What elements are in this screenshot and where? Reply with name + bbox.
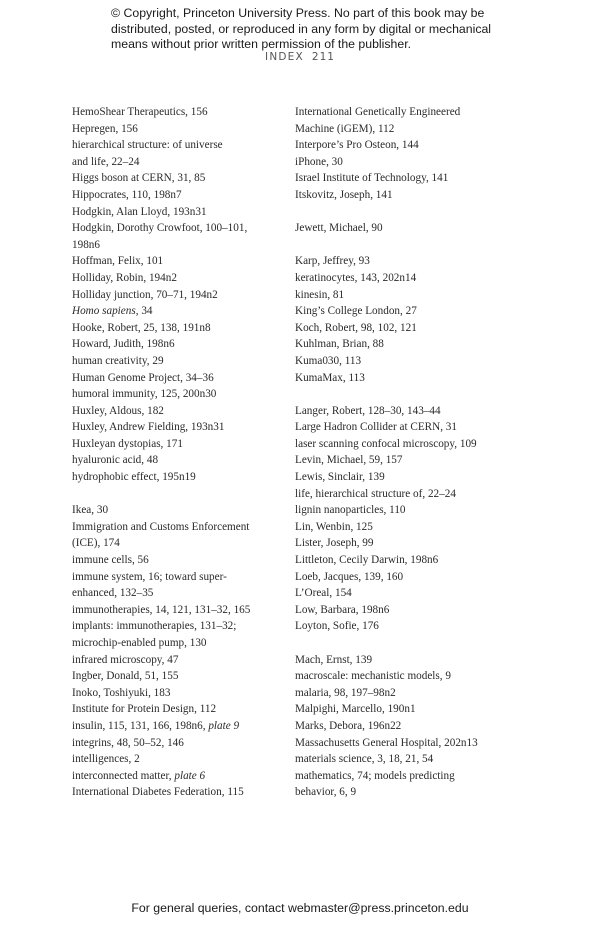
- index-entry: [72, 436, 277, 453]
- index-entry: [72, 751, 277, 768]
- index-entry-text: materials science, 3, 18, 21, 54: [295, 753, 434, 766]
- index-entry-text: Hodgkin, Dorothy Crowfoot, 100–101,: [72, 222, 248, 235]
- index-entry: [295, 535, 510, 552]
- index-entry: [295, 486, 510, 503]
- index-entry-text: Loyton, Sofie, 176: [295, 620, 379, 633]
- index-entry-text: International Diabetes Federation, 115: [72, 786, 244, 799]
- index-entry-text: International Genetically Engineered: [295, 106, 461, 118]
- index-entry: [72, 104, 277, 121]
- index-entry: [72, 452, 277, 469]
- index-entry: [72, 768, 277, 785]
- index-entry-text: life, hierarchical structure of, 22–24: [295, 487, 456, 500]
- letter-group-gap: [295, 204, 510, 221]
- index-entry-text: Koch, Robert, 98, 102, 121: [295, 321, 417, 334]
- index-entry: [72, 270, 277, 287]
- index-entry: [72, 652, 277, 669]
- index-entry: [295, 735, 510, 752]
- index-entry: [295, 220, 510, 237]
- index-entry: [72, 204, 277, 221]
- index-entry-text: infrared microscopy, 47: [72, 653, 179, 666]
- index-entry: [72, 137, 277, 170]
- index-entry: [295, 353, 510, 370]
- index-entry: [295, 170, 510, 187]
- index-entry-text: hydrophobic effect, 195n19: [72, 471, 196, 484]
- index-entry-term-italic: Homo sapiens: [72, 305, 136, 318]
- index-entry: [295, 585, 510, 602]
- index-entry-text: Marks, Debora, 196n22: [295, 719, 402, 732]
- index-entry-text: Huxley, Andrew Fielding, 193n31: [72, 421, 225, 434]
- index-entry-text: Kuma030, 113: [295, 354, 362, 367]
- letter-group-gap: [72, 486, 277, 503]
- index-entry-text: Karp, Jeffrey, 93: [295, 255, 370, 268]
- index-entry: [72, 253, 277, 270]
- index-entry-text: kinesin, 81: [295, 288, 345, 301]
- index-entry: [72, 320, 277, 337]
- index-entry: [72, 386, 277, 403]
- index-entry: [295, 668, 510, 685]
- index-entry-text: iPhone, 30: [295, 155, 343, 168]
- index-entry-text: Kuhlman, Brian, 88: [295, 338, 384, 351]
- index-entry-continuation: enhanced, 132–35: [72, 587, 154, 600]
- index-entry: [72, 718, 277, 735]
- index-entry-text: Jewett, Michael, 90: [295, 222, 383, 235]
- index-entry-text: macroscale: mechanistic models, 9: [295, 670, 451, 683]
- index-entry-continuation: microchip-enabled pump, 130: [72, 637, 207, 649]
- index-entry-text: malaria, 98, 197–98n2: [295, 686, 396, 699]
- index-entry-text: Israel Institute of Technology, 141: [295, 172, 449, 185]
- index-entry-plate-ref: plate 9: [208, 719, 240, 732]
- copyright-line: © Copyright, Princeton University Press. No part of this book may be: [111, 6, 485, 20]
- index-entry-text: Loeb, Jacques, 139, 160: [295, 570, 404, 583]
- index-entry: [295, 154, 510, 171]
- running-head: [0, 51, 600, 63]
- index-entry-text: hierarchical structure: of universe: [72, 139, 223, 152]
- index-entry-text: Higgs boson at CERN, 31, 85: [72, 172, 206, 185]
- index-entry: [295, 602, 510, 619]
- index-entry-text: Institute for Protein Design, 112: [72, 703, 217, 716]
- index-entry: [295, 552, 510, 569]
- index-entry-text: Immigration and Customs Enforcement: [72, 520, 250, 533]
- index-entry-continuation: behavior, 6, 9: [295, 786, 357, 799]
- index-entry-text: Holliday junction, 70–71, 194n2: [72, 288, 218, 301]
- index-entry-text: immune system, 16; toward super-: [72, 570, 227, 583]
- index-entry-text: Levin, Michael, 59, 157: [295, 454, 403, 467]
- index-entry-text: Itskovitz, Joseph, 141: [295, 188, 393, 201]
- index-entry-text: intelligences, 2: [72, 753, 140, 766]
- index-entry: [72, 701, 277, 718]
- index-entry-text: HemoShear Therapeutics, 156: [72, 106, 208, 118]
- index-entry-text: L’Oreal, 154: [295, 587, 352, 600]
- index-entry-text: Howard, Judith, 198n6: [72, 338, 175, 351]
- index-entry-continuation: 198n6: [72, 238, 100, 251]
- index-entry-text: Huxley, Aldous, 182: [72, 404, 164, 417]
- letter-group-gap: [295, 237, 510, 254]
- index-entry: [295, 436, 510, 453]
- index-entry-text: Hooke, Robert, 25, 138, 191n8: [72, 321, 211, 334]
- index-entry: [72, 353, 277, 370]
- copyright-line: means without prior written permission of the publisher.: [111, 37, 412, 51]
- index-entry: [295, 751, 510, 768]
- index-entry-text: Inoko, Toshiyuki, 183: [72, 686, 171, 699]
- index-entry: [295, 701, 510, 718]
- index-entry-text: , 34: [135, 305, 153, 318]
- index-entry: [72, 602, 277, 619]
- index-entry: [72, 287, 277, 304]
- letter-group-gap: [295, 386, 510, 403]
- index-entry-text: Holliday, Robin, 194n2: [72, 271, 177, 284]
- index-entry: [295, 303, 510, 320]
- index-entry: [295, 104, 510, 137]
- index-entry-text: Littleton, Cecily Darwin, 198n6: [295, 554, 439, 567]
- index-entry: [295, 768, 510, 801]
- index-entry-text: humoral immunity, 125, 200n30: [72, 388, 217, 401]
- index-entry: [295, 419, 510, 436]
- index-entry-text: keratinocytes, 143, 202n14: [295, 271, 417, 284]
- index-entry: [72, 220, 277, 253]
- index-entry-text: KumaMax, 113: [295, 371, 365, 384]
- index-entry-text: lignin nanoparticles, 110: [295, 504, 406, 517]
- index-entry: [295, 336, 510, 353]
- index-column-right: [295, 104, 510, 801]
- index-entry-text: Ikea, 30: [72, 504, 109, 517]
- index-entry: [295, 502, 510, 519]
- index-entry: [295, 652, 510, 669]
- index-entry: [72, 552, 277, 569]
- index-entry: [72, 370, 277, 387]
- index-entry-text: Hepregen, 156: [72, 122, 138, 135]
- index-entry: [295, 320, 510, 337]
- index-entry-text: Malpighi, Marcello, 190n1: [295, 703, 416, 716]
- index-entry: [72, 784, 277, 801]
- index-entry-text: Hodgkin, Alan Lloyd, 193n31: [72, 205, 207, 218]
- index-entry: [295, 618, 510, 635]
- index-entry-continuation: and life, 22–24: [72, 155, 140, 168]
- index-entry-continuation: (ICE), 174: [72, 537, 120, 550]
- page-number: 211: [311, 51, 335, 63]
- index-entry: [295, 137, 510, 154]
- index-entry: [295, 718, 510, 735]
- index-entry-text: Large Hadron Collider at CERN, 31: [295, 421, 457, 434]
- index-entry: [295, 403, 510, 420]
- index-entry-text: King’s College London, 27: [295, 305, 417, 318]
- index-entry-text: immune cells, 56: [72, 554, 149, 567]
- index-entry: [72, 668, 277, 685]
- index-entry-text: Lister, Joseph, 99: [295, 537, 374, 550]
- index-entry-text: Huxleyan dystopias, 171: [72, 437, 183, 450]
- index-entry-text: laser scanning confocal microscopy, 109: [295, 437, 477, 450]
- index-entry-text: integrins, 48, 50–52, 146: [72, 736, 184, 749]
- index-entry-text: Langer, Robert, 128–30, 143–44: [295, 404, 441, 417]
- index-entry-text: Hoffman, Felix, 101: [72, 255, 164, 268]
- index-entry: [295, 569, 510, 586]
- index-entry: [72, 187, 277, 204]
- index-entry: [72, 502, 277, 519]
- index-entry-text: Lewis, Sinclair, 139: [295, 471, 385, 484]
- index-entry-text: Low, Barbara, 198n6: [295, 603, 390, 616]
- index-entry-text: Interpore’s Pro Osteon, 144: [295, 139, 419, 152]
- index-entry: [295, 253, 510, 270]
- section-title: INDEX: [265, 51, 304, 63]
- index-entry: [72, 685, 277, 702]
- footer-contact: For general queries, contact webmaster@press.princeton.edu: [131, 901, 469, 915]
- index-entry: [295, 270, 510, 287]
- index-entry: [295, 187, 510, 204]
- index-entry: [295, 685, 510, 702]
- index-entry-text: mathematics, 74; models predicting: [295, 769, 455, 782]
- index-entry-text: Massachusetts General Hospital, 202n13: [295, 736, 478, 749]
- index-entry-text: Hippocrates, 110, 198n7: [72, 188, 182, 201]
- index-entry: [72, 419, 277, 436]
- index-entry: [72, 519, 277, 552]
- index-entry: [72, 469, 277, 486]
- copyright-line: distributed, posted, or reproduced in any form by digital or mechanical: [111, 21, 492, 36]
- index-entry-text: Human Genome Project, 34–36: [72, 371, 214, 384]
- index-entry-text: immunotherapies, 14, 121, 131–32, 165: [72, 603, 251, 616]
- index-entry-text: Ingber, Donald, 51, 155: [72, 670, 179, 683]
- index-entry-text: interconnected matter,: [72, 769, 175, 782]
- index-entry: [72, 170, 277, 187]
- index-entry-plate-ref: plate 6: [174, 769, 206, 782]
- index-entry: [72, 569, 277, 602]
- index-entry-text: Mach, Ernst, 139: [295, 653, 373, 666]
- index-entry: [72, 121, 277, 138]
- index-entry: [72, 403, 277, 420]
- index-entry: [72, 303, 277, 320]
- index-entry: [72, 618, 277, 651]
- letter-group-gap: [295, 635, 510, 652]
- index-entry-text: human creativity, 29: [72, 354, 164, 367]
- index-entry-text: hyaluronic acid, 48: [72, 454, 159, 467]
- index-entry: [295, 519, 510, 536]
- index-entry-text: implants: immunotherapies, 131–32;: [72, 620, 237, 633]
- index-column-left: [72, 104, 277, 801]
- copyright-notice: [111, 6, 501, 53]
- index-entry: [295, 469, 510, 486]
- index-entry: [295, 287, 510, 304]
- index-entry: [295, 452, 510, 469]
- index-entry-text: Lin, Wenbin, 125: [295, 520, 373, 533]
- index-entry-text: insulin, 115, 131, 166, 198n6,: [72, 719, 209, 732]
- index-entry-continuation: Machine (iGEM), 112: [295, 122, 395, 135]
- index-entry: [72, 735, 277, 752]
- index-entry: [295, 370, 510, 387]
- index-entry: [72, 336, 277, 353]
